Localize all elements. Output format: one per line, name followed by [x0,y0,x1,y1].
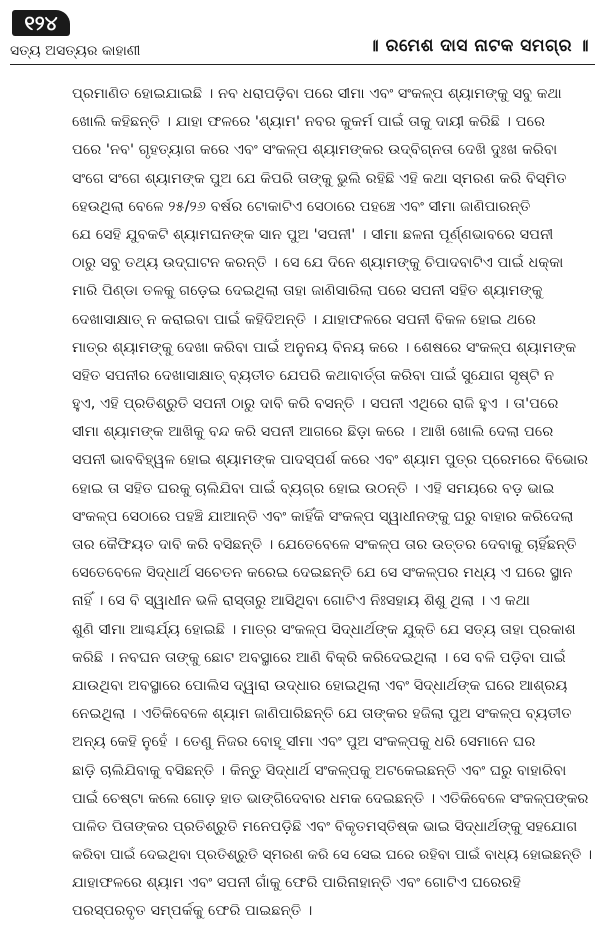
text-line: ହୁଏ, ଏହି ପ୍ରତିଶ୍ରୁତି ସପନୀ ଠାରୁ ଦାବି କରି ବସନ୍ତି । ସପନୀ ଏଥିରେ ରାଜି ହୁଏ । ତା'ପରେ [72,395,559,413]
text-line: ସହିତ ସପନୀର ଦେଖାସାକ୍ଷାତ୍ ବ୍ୟତୀତ ଯେପରି କଥାବାର୍ତ୍ତା କରିବା ପାଇଁ ସୁଯୋଗ ସୃଷ୍ଟି ନ [72,366,555,384]
text-line: ଯେ ସେହି ଯୁବକଟି ଶ୍ୟାମଘନଙ୍କ ସାନ ପୁଅ 'ସପନୀ' । ସୀମା ଛଳନା ପୂର୍ଣ୍ଣଭାବରେ ସପନୀ [72,225,554,243]
text-line: ସପନୀ ଭାବବିହ୍ୱଳ ହୋଇ ଶ୍ୟାମଙ୍କ ପାଦସ୍ପର୍ଶ କରେ ଏବଂ ଶ୍ୟାମ ପୁତ୍ର ପ୍ରେମରେ ବିଭୋର [72,451,589,469]
text-line: କରିଛି । ନବଘନ ତାଙ୍କୁ ଛୋଟ ଅବସ୍ଥାରେ ଆଣି ବିକ୍ରି କରିଦେଇଥିଲା । ସେ ବଳି ପଡ଼ିବା ପାଇଁ [72,648,566,666]
text-line: ମାରି ପିଣ୍ଡା ତଳକୁ ଗଡ଼େଇ ଦେଇଥିଲା ତାହା ଜାଣିସାରିଲା ପରେ ସପନୀ ସହିତ ଶ୍ୟାମଙ୍କୁ [72,282,543,300]
text-line: ଯାଉଥିବା ଅବସ୍ଥାରେ ପୋଲିସ ଦ୍ୱାରା ଉଦ୍ଧାର ହୋଇଥିଲା ଏବଂ ସିଦ୍ଧାର୍ଥଙ୍କ ଘରେ ଆଶ୍ରୟ [72,676,568,694]
text-line: ହେଉଥିଲା ବେଳେ ୨୫/୨୬ ବର୍ଷର ଟୋକାଟିଏ ସେଠାରେ ପହଞ୍ଚେ ଏବଂ ସୀମା ଜାଣିପାରନ୍ତି [72,197,531,215]
text-line: ଦେଖାସାକ୍ଷାତ୍ ନ କରାଇବା ପାଇଁ କହିଦିଅନ୍ତି । ଯାହାଫଳରେ ସପନୀ ବିକଳ ହୋଇ ଥରେ [72,310,536,328]
text-line: ନାହିଁ । ସେ ବି ସ୍ୱାଧୀନ ଭଳି ରାସ୍ତାରୁ ଆସିଥିବା ଗୋଟିଏ ନିଃସହାୟ ଶିଶୁ ଥିଲା । ଏ କଥା [72,592,530,610]
text-line: ଛାଡ଼ି ଚାଲିଯିବାକୁ ବସିଛନ୍ତି । କିନ୍ତୁ ସିଦ୍ଧାର୍ଥ ସଂକଳ୍ପକୁ ଅଟକେଇଛନ୍ତି ଏବଂ ଘରୁ ବାହାରିବା [72,761,567,779]
text-line: ପ୍ରମାଣିତ ହୋଇଯାଇଛି । ନବ ଧରାପଡ଼ିବା ପରେ ସୀମା ଏବଂ ସଂକଳ୍ପ ଶ୍ୟାମଙ୍କୁ ସବୁ କଥା [72,85,562,102]
text-line: ଶୁଣି ସୀମା ଆଶ୍ଚର୍ଯ୍ୟ ହୋଇଛି । ମାତ୍ର ସଂକଳ୍ପ ସିଦ୍ଧାର୍ଥଙ୍କ ଯୁକ୍ତି ଯେ ସତ୍ୟ ତାହା ପ୍ରକାଶ [72,620,576,638]
text-line: ଖୋଲି କହିଛନ୍ତି । ଯାହା ଫଳରେ 'ଶ୍ୟାମ' ନବର କୁକର୍ମ ପାଇଁ ତାକୁ ଦାୟୀ କରିଛି । ପରେ [72,113,546,131]
text-line: ସେତେବେଳେ ସିଦ୍ଧାର୍ଥ ସଚେତନ କରେଇ ଦେଇଛନ୍ତି ଯେ ସେ ସଂକଳ୍ପର ମଧ୍ୟ ଏ ଘରେ ସ୍ଥାନ [72,564,573,582]
page-number: ୧୨୪ [12,10,70,36]
text-line: ତାର କୈଫିୟତ ଦାବି କରି ବସିଛନ୍ତି । ଯେତେବେଳେ ସଂକଳ୍ପ ତାର ଉତ୍ତର ଦେବାକୁ ଚାହିଁଛନ୍ତି [72,536,577,553]
body-text [72,80,592,926]
book-title: ॥ ରମେଶ ଦାସ ନାଟକ ସମଗ୍ର ॥ [368,36,589,56]
text-line: ସଂକଳ୍ପ ସେଠାରେ ପହଞ୍ଚି ଯାଆନ୍ତି ଏବଂ କାହିଁକି ସଂକଳ୍ପ ସ୍ୱାଧୀନଙ୍କୁ ଘରୁ ବାହାର କରିଦେଲା [72,507,574,525]
text-line: ହୋଇ ତା ସହିତ ଘରକୁ ଚାଲିଯିବା ପାଇଁ ବ୍ୟଗ୍ର ହୋଇ ଉଠନ୍ତି । ଏହି ସମୟରେ ବଡ଼ ଭାଇ [72,479,555,497]
text-line: ପାଳିତ ପିତାଙ୍କର ପ୍ରତିଶ୍ରୁତି ମନେପଡ଼ିଛି ଏବଂ ବିକୃତମସ୍ତିଷ୍କ ଭାଇ ସିଦ୍ଧାର୍ଥଙ୍କୁ ସହଯୋଗ [72,817,578,835]
text-line: ପରେ 'ନବ' ଗୃହତ୍ୟାଗ କରେ ଏବଂ ସଂକଳ୍ପ ଶ୍ୟାମଙ୍କର ଉଦ୍‌ବିଗ୍ନତା ଦେଖି ଦୁଃଖ କରିବା [72,141,558,159]
text-line: ପାଇଁ ଚେଷ୍ଟା କଲେ ଗୋଡ଼ ହାତ ଭାଙ୍ଗିଦେବାର ଧମକ ଦେଇଛନ୍ତି । ଏତିକିବେଳେ ସଂକଳ୍ପଙ୍କର [72,790,589,807]
text-line: ପରସ୍ପରବୃତ ସମ୍ପର୍କକୁ ଫେରି ପାଇଛନ୍ତି । [72,902,313,920]
text-line: ସଂଗେ ସଂଗେ ଶ୍ୟାମଙ୍କ ପୁଅ ଯେ କିପରି ତାଙ୍କୁ ଭୁଲି ରହିଛି ଏହି କଥା ସ୍ମରଣ କରି ବିସ୍ମିତ [72,169,567,187]
page-header [10,6,595,68]
text-line: ସୀମା ଶ୍ୟାମଙ୍କ ଆଖିକୁ ବନ୍ଦ କରି ସପନୀ ଆଗରେ ଛିଡ଼ା କରେ । ଆଖି ଖୋଲି ଦେଲା ପରେ [72,423,554,441]
text-line: ଠାରୁ ସବୁ ତଥ୍ୟ ଉଦ୍‌ଘାଟନ କରନ୍ତି । ସେ ଯେ ଦିନେ ଶ୍ୟାମଙ୍କୁ ଚିପାଦବାଟିଏ ପାଇଁ ଧକ୍କା [72,254,564,272]
text-line: ଅନ୍ୟ କେହି ନୁହେଁ । ତେଣୁ ନିଜର ବୋହୂ ସୀମା ଏବଂ ପୁଅ ସଂକଳ୍ପକୁ ଧରି ସେମାନେ ଘର [72,733,536,751]
text-line: କରିବା ପାଇଁ ଦେଇଥିବା ପ୍ରତିଶ୍ରୁତି ସ୍ମରଣ କରି ସେ ସେଇ ଘରେ ରହିବା ପାଇଁ ବାଧ୍ୟ ହୋଇଛନ୍ତି । [72,847,592,864]
text-line: ନେଇଥିଲା । ଏତିକିବେଳେ ଶ୍ୟାମ ଜାଣିପାରିଛନ୍ତି ଯେ ତାଙ୍କର ହଜିଲା ପୁଅ ସଂକଳ୍ପ ବ୍ୟତୀତ [72,705,572,723]
text-line: ମାତ୍ର ଶ୍ୟାମଙ୍କୁ ଦେଖା କରିବା ପାଇଁ ଅନୁନୟ ବିନୟ କରେ । ଶେଷରେ ସଂକଳ୍ପ ଶ୍ୟାମଙ୍କ [72,338,577,356]
chapter-title: ସତ୍ୟ ଅସତ୍ୟର କାହାଣୀ [10,43,141,59]
header-divider [10,64,595,65]
text-line: ଯାହାଫଳରେ ଶ୍ୟାମ ଏବଂ ସପନୀ ଗାଁକୁ ଫେରି ପାରିନାହାନ୍ତି ଏବଂ ଗୋଟିଏ ଘରେରହି [72,874,521,892]
